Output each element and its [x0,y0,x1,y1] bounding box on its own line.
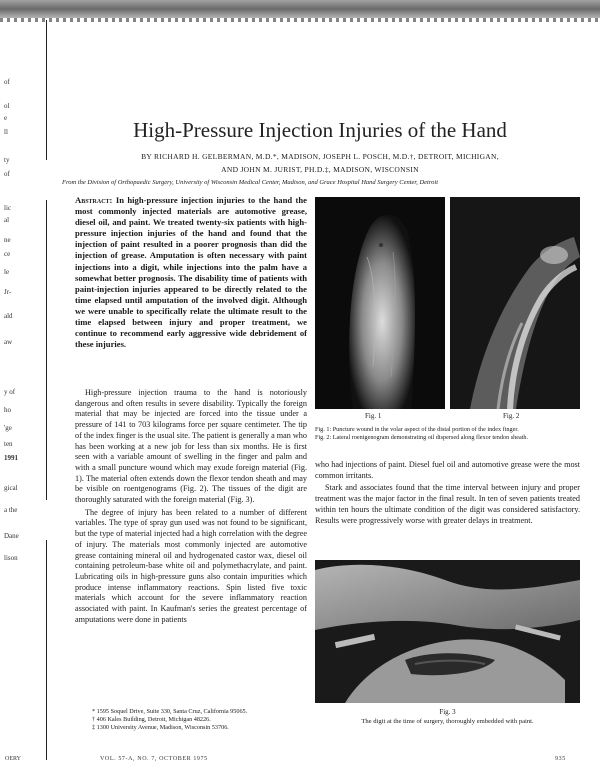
binder-fragment: Jr- [4,288,12,296]
body-column-left [75,388,307,706]
binder-fragment: 'ge [4,424,12,432]
footnote: ‡ 1300 University Avenue, Madison, Wisconsin 53706. [92,724,229,731]
figure-3-label: Fig. 3 [439,708,456,716]
binder-rule-top [46,20,47,160]
binder-fragment: ce [4,250,11,258]
xray-graphic [450,197,580,409]
footnotes [92,708,307,732]
author-block [60,150,580,176]
binder-fragment: ald [4,312,13,320]
binder-fragment: al [4,216,10,224]
abstract-label: Abstract: [75,195,113,205]
binder-fragment: of [4,78,10,86]
binder-fragment: ll [4,128,8,136]
binder-fragment: Dane [4,532,19,540]
figure-2-label: Fig. 2 [503,412,520,420]
caption-figure-3: The digit at the time of surgery, thoroughly embedded with paint. [361,718,534,725]
binder-fragment: ne [4,236,11,244]
abstract [75,195,307,380]
authors-line-1: BY RICHARD H. GELBERMAN, M.D.*, MADISON, JOSEPH L. POSCH, M.D.†, DETROIT, MICHIGAN, [141,152,499,161]
figures-1-2 [315,197,580,437]
finger-photo-graphic [315,197,445,409]
footnote: * 1595 Soquel Drive, Suite 330, Santa Cruz, California 95065. [92,708,248,715]
journal-footer: VOL. 57-A, NO. 7, OCTOBER 1975 [100,756,208,762]
body-paragraph: Stark and associates found that the time interval between injury and proper treatment was the major factor in the final result. In ten of seven patients treated within ten hours the ultimate condition of the digit was considered satisfactory. Results were progressively worse with greater delays in treatment. [315,483,580,525]
binder-fragment: ol [4,102,10,110]
binder-fragment: ty [4,156,10,164]
figure-1-2-captions [315,426,580,441]
binder-fragment: 1991 [4,454,18,462]
figure-1-label: Fig. 1 [365,412,382,420]
binder-fragment: e [4,114,8,122]
scan-top-border [0,0,600,20]
surgery-photo-graphic [315,560,580,703]
binder-fragment: gical [4,484,18,492]
binder-fragment: a the [4,506,18,514]
binder-fragment: ho [4,406,11,414]
body-paragraph: High-pressure injection trauma to the hand is notoriously dangerous and often results in severe disability. Typically the foreign material that may be injected are forced into the tissue under a pressure of 141 to 703 kilograms force per square centimeter. The tip of the index finger is the usual site. The patient is generally a man who has been working at a new job for less than six months. He is first seen with a variable amount of swelling in the finger and palm and with a small puncture wound which may exude foreign material (Fig. 1). The material often extends down the flexor tendon sheath and may be visible on roentgenograms (Fig. 2). The tissues of the digit are thoroughly saturated with the foreign material (Fig. 3). [75,388,307,505]
binder-fragment: y of [4,388,16,396]
body-paragraph: The degree of injury has been related to a number of different variables. The type of spray gun used was not found to be significant, but the type of material injected had a high correlation with the degree of injury. The materials most commonly injected are automotive grease containing mineral oil and hydrogenated castor wax, diesel oil containing petroleum-base white oil and polymethacrylate, and paint. Lubricating oils in high-pressure guns also contain impurities which produce intense inflammatory reactions. Spin listed five toxic materials which account for the severe inflammatory reaction associated with paint. In Kaufman's series the greatest percentage of amputations were done in patients [75,507,307,624]
authors-line-2: AND JOHN M. JURIST, PH.D.‡, MADISON, WISCONSIN [221,165,419,174]
binder-fragment: lic [4,204,11,212]
body-column-right [315,460,580,558]
binder-fragment: lison [4,554,18,562]
binder-fragment: ten [4,440,13,448]
footnote: † 406 Kales Building, Detroit, Michigan 48226. [92,716,211,723]
binder-rule-mid [46,200,47,500]
binder-fragment: le [4,268,10,276]
margin-code: OERY [5,756,22,762]
caption-figure-1: Fig. 1: Puncture wound in the volar aspect of the distal portion of the index finger. [315,426,519,433]
figure-3-photo [315,560,580,703]
page-number: 935 [555,756,566,762]
figure-2-xray [450,197,580,409]
body-paragraph: who had injections of paint. Diesel fuel oil and automotive grease were the most common irritants. [315,460,580,480]
binder-fragment: aw [4,338,13,346]
binder-rule-bottom [46,540,47,760]
binder-fragment: of [4,170,10,178]
affiliation: From the Division of Orthopaedic Surgery, University of Wisconsin Medical Center, Madison, and Grace Hospital Hand Surgery Center, Detroit [62,179,438,186]
abstract-text: In high-pressure injection injuries to the hand the most commonly injected materials are automotive grease, diesel oil, and paint. We treated twenty-six patients with high-pressure injection injuries of the hand and found that the injection of paint resulted in a poorer prognosis than did the injection of grease. Amputation is often necessary with paint injections into a digit, while injections into the palm have a somewhat better prognosis. The disability time of patients with paint-injection injuries appeared to be directly related to the time elapsed until amputation of the involved digit. Although we were unable to specifically relate the ultimate result to the time elapsed between injury and proper treatment, we continue to recommend early aggressive wide debridement of these injuries. [75,195,307,350]
caption-figure-2: Fig. 2: Lateral roentgenogram demonstrating oil dispersed along flexor tendon sheath. [315,433,529,441]
article-title: High-Pressure Injection Injuries of the Hand [133,118,507,142]
figure-1-photo [315,197,445,409]
adjacent-page-margin [0,20,56,773]
